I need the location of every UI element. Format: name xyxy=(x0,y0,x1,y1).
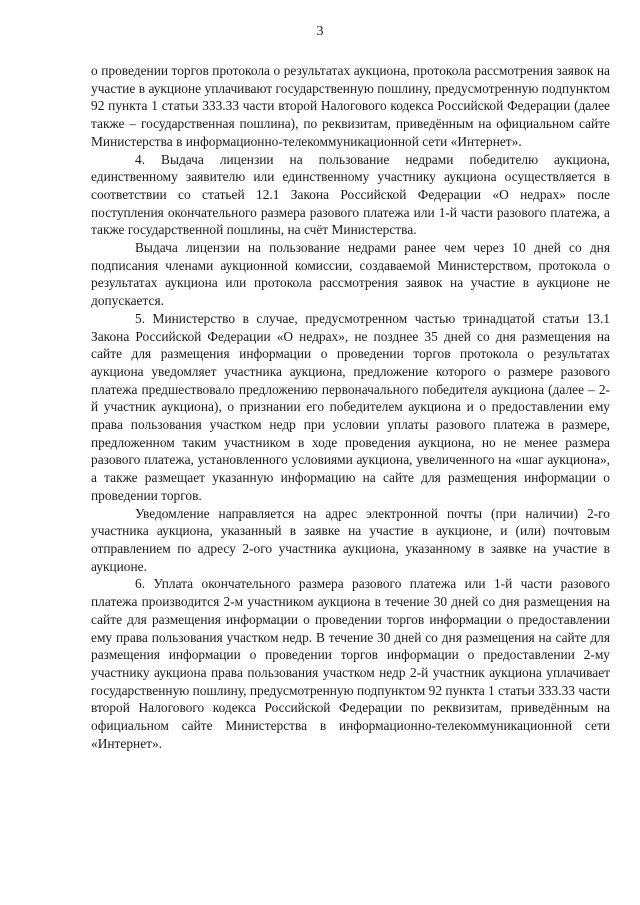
paragraph-item-4: 4. Выдача лицензии на пользование недрами победителю аукциона, единственному заявителю или единственному участнику аукциона осуществляется в соответствии со статьей 12.1 Закона Российской Федерации «О недрах» после поступления окончательного размера разового платежа или 1-й части разового платежа, а также государственной пошлины, на счёт Министерства. xyxy=(91,151,610,238)
paragraph-item-6: 6. Уплата окончательного размера разового платежа или 1-й части разового платежа производится 2-м участником аукциона в течение 30 дней со дня размещения на сайте для размещения информации о проведении торгов информации о предоставлении ему права пользования участком недр. В течение 30 дней со дня размещения на сайте для размещения информации о проведении торгов информации о предоставлении 2-му участнику аукциона права пользования участком недр 2-й участник аукциона уплачивает государственную пошлину, предусмотренную подпунктом 92 пункта 1 статьи 333.33 части второй Налогового кодекса Российской Федерации по реквизитам, приведённым на официальном сайте Министерства в информационно-телекоммуникационной сети «Интернет». xyxy=(91,576,610,751)
paragraph-notification: Уведомление направляется на адрес электронной почты (при наличии) 2-го участника аукциона, указанный в заявке на участие в аукционе, и (или) почтовым отправлением по адресу 2-ого участника аукциона, указанному в заявке на участие в аукционе. xyxy=(91,505,610,574)
paragraph-license-issuance: Выдача лицензии на пользование недрами ранее чем через 10 дней со дня подписания членами аукционной комиссии, создаваемой Министерством, протокола о результатах аукциона или протокола рассмотрения заявок на участие в аукционе не допускается. xyxy=(91,240,610,309)
paragraph-item-5: 5. Министерство в случае, предусмотренном частью тринадцатой статьи 13.1 Закона Российской Федерации «О недрах», не позднее 35 дней со дня размещения на сайте для размещения информации о проведении торгов протокола о результатах аукциона уведомляет участника аукциона, предложение которого о размере разового платежа предшествовало предложению первоначального победителя аукциона (далее – 2-й участник аукциона), о признании его победителем аукциона и о предоставлении ему права пользования участком недр при условии уплаты разового платежа в размере, предложенном таким участником в ходе проведения аукциона, но не менее размера разового платежа, установленного условиями аукциона, увеличенного на «шаг аукциона», а также размещает указанную информацию на сайте для размещения информации о проведении торгов. xyxy=(91,310,610,503)
paragraph-continuation: о проведении торгов протокола о результатах аукциона, протокола рассмотрения заявок на участие в аукционе уплачивают государственную пошлину, предусмотренную подпунктом 92 пункта 1 статьи 333.33 части второй Налогового кодекса Российской Федерации (далее также – государственная пошлина), по реквизитам, приведённым на официальном сайте Министерства в информационно-телекоммуникационной сети «Интернет». xyxy=(91,63,610,149)
page-number: 3 xyxy=(316,24,324,39)
document-body xyxy=(91,62,610,752)
